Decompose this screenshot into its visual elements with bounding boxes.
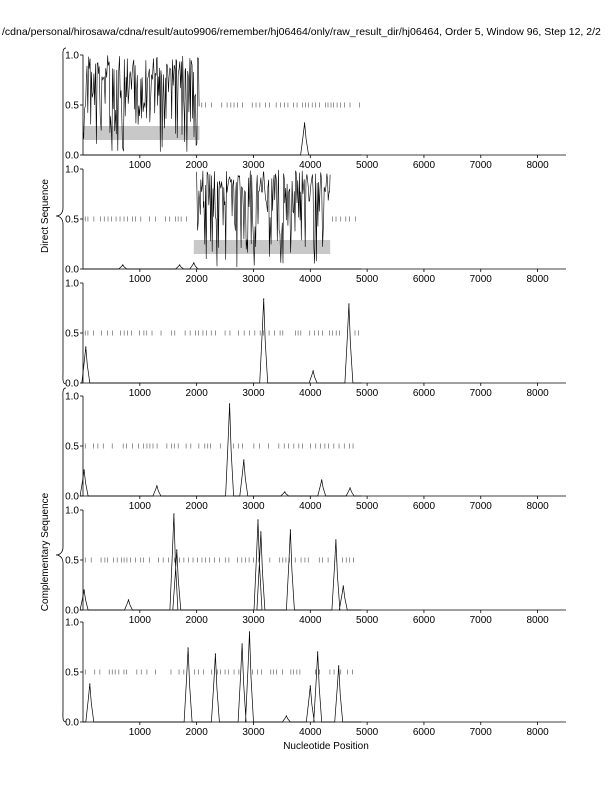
- y-tick-label: 1.0: [65, 391, 79, 403]
- x-tick-label: 4000: [299, 727, 322, 738]
- peak-point: [310, 685, 311, 686]
- panel-3: [65, 279, 566, 400]
- x-tick-label: 6000: [412, 274, 436, 285]
- peak-point: [128, 599, 129, 600]
- y-tick-label: 0.5: [65, 328, 79, 340]
- x-tick-label: 1000: [128, 727, 151, 738]
- x-tick-label: 3000: [242, 501, 265, 512]
- x-tick-label: 4000: [299, 160, 322, 171]
- x-axis-label: Nucleotide Position: [283, 741, 369, 752]
- peak-point: [286, 715, 287, 716]
- y-tick-label: 0.0: [65, 491, 79, 503]
- x-tick-label: 8000: [526, 388, 549, 399]
- x-tick-label: 5000: [355, 388, 379, 399]
- signal-line: [83, 632, 361, 722]
- x-tick-label: 6000: [412, 388, 436, 399]
- peak-point: [215, 653, 216, 654]
- y-tick-label: 0.5: [65, 214, 79, 226]
- x-tick-label: 2000: [185, 501, 208, 512]
- peak-point: [260, 531, 261, 532]
- x-tick-label: 8000: [526, 274, 549, 285]
- signal-line: [80, 404, 361, 496]
- peak-point: [343, 585, 344, 586]
- x-tick-label: 8000: [526, 501, 549, 512]
- peak-point: [257, 519, 258, 520]
- x-tick-label: 3000: [242, 615, 265, 626]
- peak-point: [335, 539, 336, 540]
- x-tick-label: 8000: [526, 615, 549, 626]
- peak-point: [84, 589, 85, 590]
- group-label-complementary: Complementary Sequence: [40, 492, 51, 612]
- x-tick-label: 8000: [526, 727, 549, 738]
- y-tick-label: 0.5: [65, 441, 79, 453]
- x-tick-label: 6000: [412, 727, 436, 738]
- x-tick-label: 7000: [469, 727, 492, 738]
- peak-point: [290, 529, 291, 530]
- x-tick-label: 2000: [185, 727, 208, 738]
- y-tick-label: 0.5: [65, 100, 79, 112]
- x-tick-label: 2000: [185, 388, 208, 399]
- x-tick-label: 3000: [242, 160, 265, 171]
- x-tick-label: 1000: [128, 274, 151, 285]
- signal-line: [82, 299, 362, 383]
- x-tick-label: 3000: [242, 274, 265, 285]
- x-tick-label: 1000: [128, 388, 151, 399]
- peak-point: [229, 403, 230, 404]
- y-tick-label: 1.0: [65, 505, 79, 517]
- x-tick-label: 2000: [185, 160, 208, 171]
- x-tick-label: 4000: [299, 501, 322, 512]
- panel-6: [65, 618, 566, 739]
- y-tick-label: 1.0: [65, 278, 79, 290]
- chart-panels: [65, 51, 566, 739]
- group-label-direct: Direct Sequence: [40, 179, 51, 253]
- x-tick-label: 6000: [412, 501, 436, 512]
- x-tick-label: 5000: [355, 615, 379, 626]
- x-tick-label: 1000: [128, 501, 151, 512]
- x-tick-label: 2000: [185, 615, 208, 626]
- y-tick-label: 0.5: [65, 667, 79, 679]
- peak-point: [173, 513, 174, 514]
- x-tick-label: 4000: [299, 615, 322, 626]
- y-tick-label: 0.5: [65, 555, 79, 567]
- peak-point: [338, 665, 339, 666]
- x-tick-label: 7000: [469, 615, 492, 626]
- panel-5: [65, 506, 566, 627]
- peak-point: [321, 479, 322, 480]
- peak-point: [85, 346, 86, 347]
- peak-point: [242, 643, 243, 644]
- x-tick-label: 6000: [412, 615, 436, 626]
- x-tick-label: 7000: [469, 274, 492, 285]
- x-tick-label: 2000: [185, 274, 208, 285]
- peak-point: [317, 651, 318, 652]
- x-tick-label: 4000: [299, 388, 322, 399]
- y-tick-label: 0.0: [65, 378, 79, 390]
- peak-point: [156, 485, 157, 486]
- peak-point: [179, 264, 180, 265]
- y-tick-label: 0.0: [65, 717, 79, 729]
- y-tick-label: 1.0: [65, 164, 79, 176]
- x-tick-label: 1000: [128, 615, 151, 626]
- x-tick-label: 5000: [355, 501, 379, 512]
- x-tick-label: 3000: [242, 727, 265, 738]
- x-tick-label: 4000: [299, 274, 322, 285]
- x-tick-label: 7000: [469, 501, 492, 512]
- x-tick-label: 3000: [242, 388, 265, 399]
- peak-point: [188, 647, 189, 648]
- peak-point: [84, 469, 85, 470]
- y-tick-label: 1.0: [65, 617, 79, 629]
- peak-point: [122, 264, 123, 265]
- y-tick-label: 0.0: [65, 605, 79, 617]
- peak-point: [89, 683, 90, 684]
- peak-point: [304, 122, 305, 123]
- x-tick-label: 7000: [469, 160, 492, 171]
- peak-point: [284, 491, 285, 492]
- highlight-band: [194, 240, 330, 254]
- peak-point: [176, 549, 177, 550]
- x-tick-label: 5000: [355, 727, 379, 738]
- x-tick-label: 5000: [355, 274, 379, 285]
- y-tick-label: 1.0: [65, 50, 79, 62]
- x-tick-label: 1000: [128, 160, 151, 171]
- x-tick-label: 7000: [469, 388, 492, 399]
- panel-4: [65, 392, 566, 513]
- peak-point: [193, 262, 194, 263]
- y-tick-label: 0.0: [65, 150, 79, 162]
- peak-point: [263, 298, 264, 299]
- peak-point: [249, 631, 250, 632]
- peak-point: [243, 459, 244, 460]
- panel-2: [65, 165, 566, 286]
- x-tick-label: 8000: [526, 160, 549, 171]
- panel-1: [65, 51, 566, 172]
- x-tick-label: 5000: [355, 160, 379, 171]
- y-tick-label: 0.0: [65, 264, 79, 276]
- x-tick-label: 6000: [412, 160, 436, 171]
- peak-point: [348, 303, 349, 304]
- file-path-title: /cdna/personal/hirosawa/cdna/result/auto9906/remember/hj06464/only/raw_result_dir/hj06464, Order 5, Window 96, Step 12, 2/2: [2, 26, 601, 38]
- peak-point: [313, 370, 314, 371]
- peak-point: [349, 487, 350, 488]
- signal-line: [83, 263, 361, 269]
